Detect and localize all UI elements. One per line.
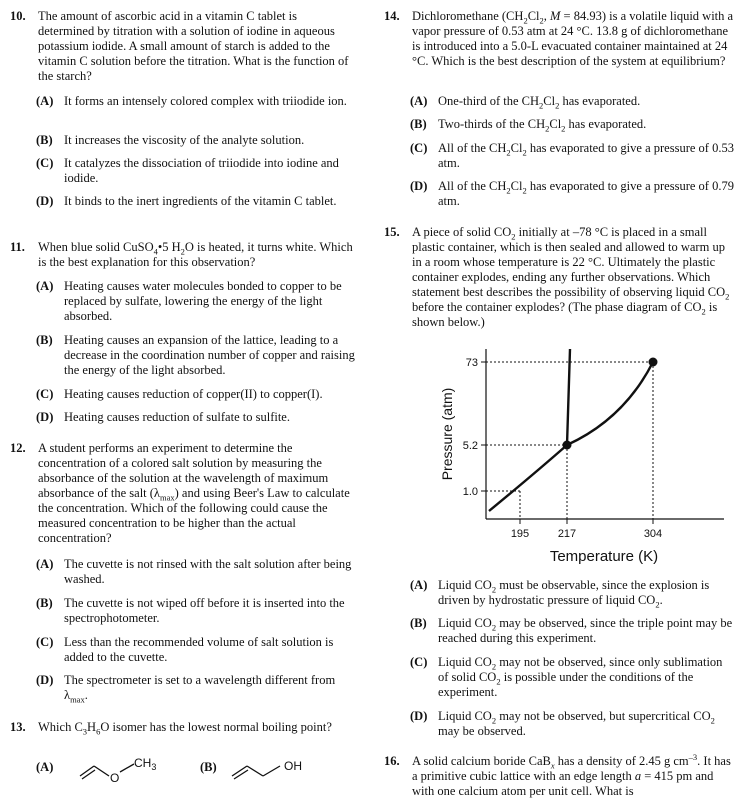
- y-tick-label-1.0: 1.0: [462, 486, 478, 498]
- triple-point-marker: [563, 441, 572, 450]
- x-tick-label-217: 217: [557, 528, 577, 540]
- option-letter: (B): [410, 616, 427, 630]
- sublimation-curve: [489, 445, 567, 511]
- x-tick-label-304: 304: [643, 528, 663, 540]
- question-stem: A piece of solid $CO_2$ initially at –78 °C is placed in a small plastic container, which is then sealed and allowed to warm up in a room whose temperature is 22 °C. Ultimately the plastic container explodes, ending any further observations. Which statement best describes the possibility of observing liquid $CO_2$ before the container explodes? (The phase diagram of $CO_2$ is shown below.): [412, 225, 730, 329]
- option-letter: (A): [410, 94, 428, 108]
- option-letter: (A): [36, 94, 54, 108]
- y-tick-label-73: 73: [465, 357, 478, 369]
- option-letter: (C): [410, 141, 428, 155]
- option-text: All of the $CH_2Cl_2$ has evaporated to give a pressure of 0.53 atm.: [438, 141, 734, 170]
- question-stem: Which $C_3H_6O$ isomer has the lowest normal boiling point?: [38, 720, 332, 737]
- option-letter: (B): [36, 596, 53, 610]
- question-stem: When blue solid CuSO$_4$•5 $H_2O$ is heated, it turns white. Which is the best explanation for this observation?: [38, 240, 353, 269]
- option-text: Heating causes water molecules bonded to copper to be replaced by sulfate, lowering the energy of the light absorbed.: [64, 279, 342, 323]
- option-letter: (C): [36, 635, 54, 649]
- option-letter: (A): [410, 578, 428, 592]
- question-number: 16.: [384, 754, 400, 768]
- x-axis-label: Temperature (K): [549, 548, 659, 565]
- option-letter: (D): [410, 179, 428, 193]
- option-text: One-third of the $CH_2Cl_2$ has evaporated.: [438, 94, 641, 111]
- melting-curve: [567, 349, 570, 445]
- question-number: 11.: [10, 240, 25, 254]
- y-axis-label: Pressure (atm): [439, 387, 455, 481]
- question-stem: The amount of ascorbic acid in a vitamin C tablet is determined by titration with a solution of iodine in aqueous potassium iodide. A small amount of starch is added to the vitamin C solution before the titration. What is the function of the starch?: [38, 9, 349, 83]
- allyl-alcohol-structure: [228, 754, 328, 786]
- option-text: Liquid $CO_2$ must be observable, since the explosion is driven by hydrostatic pressure of liquid $CO_2$.: [438, 578, 710, 610]
- question-number: 15.: [384, 225, 400, 239]
- option-letter: (D): [36, 410, 54, 424]
- option-text: Liquid $CO_2$ may not be observed, but supercritical $CO_2$ may be observed.: [438, 709, 715, 738]
- question-stem: Dichloromethane ($CH_2Cl_2$, M = 84.93) is a volatile liquid with a vapor pressure of 0.53 atm at 24 °C. 13.8 g of dichloromethane is introduced into a 5.0-L evacuated container maintained at 24 °C. Which is the best description of the system at equilibrium?: [412, 9, 734, 68]
- option-letter: (A): [36, 760, 54, 774]
- option-letter: (B): [36, 133, 53, 147]
- co2-phase-diagram: [424, 344, 742, 574]
- option-letter: (D): [36, 673, 54, 687]
- option-13a[interactable]: [36, 756, 176, 792]
- question-stem: A solid calcium boride CaB$_x$ has a density of 2.45 g $cm^{-3}$. It has a primitive cubic lattice with an edge length a = 415 pm and with one calcium atom per unit cell. What is: [412, 751, 731, 798]
- question-number: 12.: [10, 441, 26, 455]
- option-text: It catalyzes the dissociation of triiodide into iodine and iodide.: [64, 156, 339, 185]
- option-letter: (D): [36, 194, 54, 208]
- option-text: Less than the recommended volume of salt solution is added to the cuvette.: [64, 635, 334, 664]
- option-text: The cuvette is not wiped off before it is inserted into the spectrophotometer.: [64, 596, 345, 625]
- option-text: Heating causes reduction of copper(II) to copper(I).: [64, 387, 323, 401]
- question-number: 13.: [10, 720, 26, 734]
- option-text: The spectrometer is set to a wavelength different from $\lambda_{max}$.: [64, 673, 336, 705]
- option-letter: (C): [36, 387, 54, 401]
- option-text: Heating causes an expansion of the lattice, leading to a decrease in the coordination number of copper and raising the energy of the light absorbed.: [64, 333, 355, 377]
- option-text: It forms an intensely colored complex with triiodide ion.: [64, 94, 347, 108]
- option-text: Heating causes reduction of sulfate to sulfite.: [64, 410, 290, 424]
- option-letter: (C): [36, 156, 54, 170]
- option-text: All of the $CH_2Cl_2$ has evaporated to give a pressure of 0.79 atm.: [438, 179, 734, 208]
- hydroxyl-label: OH: [284, 759, 302, 773]
- option-13b[interactable]: [200, 760, 350, 792]
- option-letter: (C): [410, 655, 428, 669]
- option-text: It increases the viscosity of the analyte solution.: [64, 133, 305, 147]
- option-text: Liquid $CO_2$ may not be observed, since only sublimation of solid $CO_2$ is possible under the conditions of the experiment.: [438, 655, 723, 699]
- option-letter: (A): [36, 557, 54, 571]
- critical-point-marker: [649, 358, 658, 367]
- option-letter: (D): [410, 709, 428, 723]
- y-tick-label-5.2: 5.2: [462, 440, 478, 452]
- option-text: Liquid $CO_2$ may be observed, since the triple point may be reached during this experiment.: [438, 616, 733, 645]
- methyl-label: $CH_3$: [134, 756, 157, 772]
- phase-diagram-svg: [424, 344, 742, 574]
- option-letter: (B): [200, 760, 217, 774]
- option-text: It binds to the inert ingredients of the vitamin C tablet.: [64, 194, 337, 208]
- option-text: Two-thirds of the $CH_2Cl_2$ has evaporated.: [438, 117, 647, 134]
- question-stem: A student performs an experiment to determine the concentration of a colored salt solution by measuring the absorbance of the solution at the wavelength of maximum absorbance of the salt $(\lambda_{max})$ and using Beer's Law to calculate the concentration. Which of the following could cause the measured concentration to be higher than the actual concentration?: [38, 441, 350, 545]
- methyl-vinyl-ether-structure: [76, 754, 186, 786]
- option-letter: (B): [410, 117, 427, 131]
- option-letter: (B): [36, 333, 53, 347]
- vaporization-curve: [567, 362, 653, 445]
- option-text: The cuvette is not rinsed with the salt solution after being washed.: [64, 557, 352, 586]
- question-number: 10.: [10, 9, 26, 23]
- x-tick-label-195: 195: [510, 528, 530, 540]
- question-number: 14.: [384, 9, 400, 23]
- oxygen-label: O: [110, 771, 120, 785]
- option-letter: (A): [36, 279, 54, 293]
